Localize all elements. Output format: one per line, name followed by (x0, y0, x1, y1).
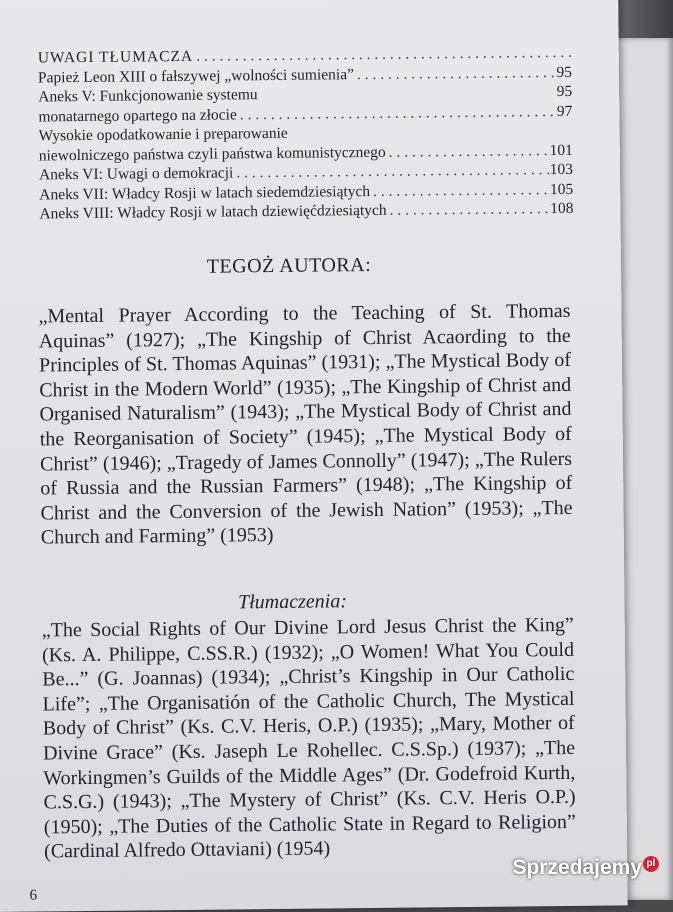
translations-heading: Tłumaczenia: (237, 590, 348, 614)
toc-entry-title: UWAGI TŁUMACZA (37, 47, 194, 67)
toc-entry-title: Aneks V: Funkcjonowanie systemu (38, 86, 258, 106)
page-number: 6 (29, 887, 38, 904)
toc-entry-title: monatarnego opartego na złocie (38, 105, 237, 125)
watermark-badge: pl (643, 856, 659, 872)
table-of-contents (38, 43, 574, 224)
toc-entry-page: 108 (550, 199, 574, 218)
translations-paragraph: „The Social Rights of Our Divine Lord Jesus Christ the King” (Ks. A. Philippe, C.SS.R.) (1932); „O Women! What You Could Be...” (G. Joannas) (1934); „Christ’s Kingship in Our Catholic Life”; „The Organisatión of the Catholic Church, The Mystical Body of Christ” (Ks. C.V. Heris, O.P.) (1935); „Mary, Mother of Divine Grace” (Ks. Jaseph Le Rohellec. C.S.Sp.) (1937); „The Workingmen’s Guilds of the Middle Ages” (Dr. Godefroid Kurth, C.S.G.) (1943); „The Mystery of Christ” (Ks. C.V. Heris O.P.) (1950); „The Duties of the Catholic State in Regard to Religion” (Cardinal Alfredo Ottaviani) (1954) (41, 613, 576, 863)
toc-entry-page: 105 (549, 180, 574, 198)
toc-leader-dots (387, 199, 551, 220)
toc-leader-dots (386, 141, 550, 162)
toc-entry-page: 95 (556, 82, 573, 101)
toc-entry-title: Aneks VI: Uwagi o demokracji (38, 164, 234, 184)
toc-entry-title: Aneks VII: Władcy Rosji w latach siedemdziesiątych (39, 182, 371, 203)
watermark-logo (512, 856, 659, 880)
toc-entry-title: niewolniczego państwa czyli państwa komunistycznego (38, 143, 386, 164)
toc-entry-title: Wysokie opodatkowanie i preparowanie (38, 124, 288, 145)
toc-entry-page: 97 (556, 102, 573, 120)
section-heading: TEGOŻ AUTORA: (206, 253, 372, 278)
toc-entry-title: Papież Leon XIII o fałszywej „wolności sumienia” (37, 65, 354, 86)
toc-entry-page: 95 (556, 63, 573, 81)
watermark-text: Sprzedajemy (512, 856, 642, 879)
toc-leader-dots (237, 102, 557, 125)
works-paragraph: „Mental Prayer According to the Teaching of St. Thomas Aquinas” (1927); „The Kingship of Christ Acaording to the Principles of St. Thomas Aquinas” (1931); „The Mystical Body of Christ in the Modern World” (1935); „The Kingship of Christ and Organised Naturalism” (1943); „The Mystical Body of Christ and the Reorganisation of Society” (1945); „The Mystical Body of Christ” (1946); „Tragedy of James Connolly” (1947); „The Rulers of Russia and the Russian Farmers” (1948); „The Kingship of Christ and the Conversion of the Jewish Nation” (1953); „The Church and Farming” (1953) (38, 299, 573, 549)
toc-leader-dots (370, 180, 550, 201)
toc-entry-page: 101 (549, 141, 573, 159)
toc-entry (39, 199, 573, 224)
toc-entry-title: Aneks VIII: Władcy Rosji w latach dziewięćdziesiątych (39, 201, 387, 223)
toc-leader-dots (354, 63, 557, 85)
toc-entry-page: 103 (549, 160, 574, 179)
